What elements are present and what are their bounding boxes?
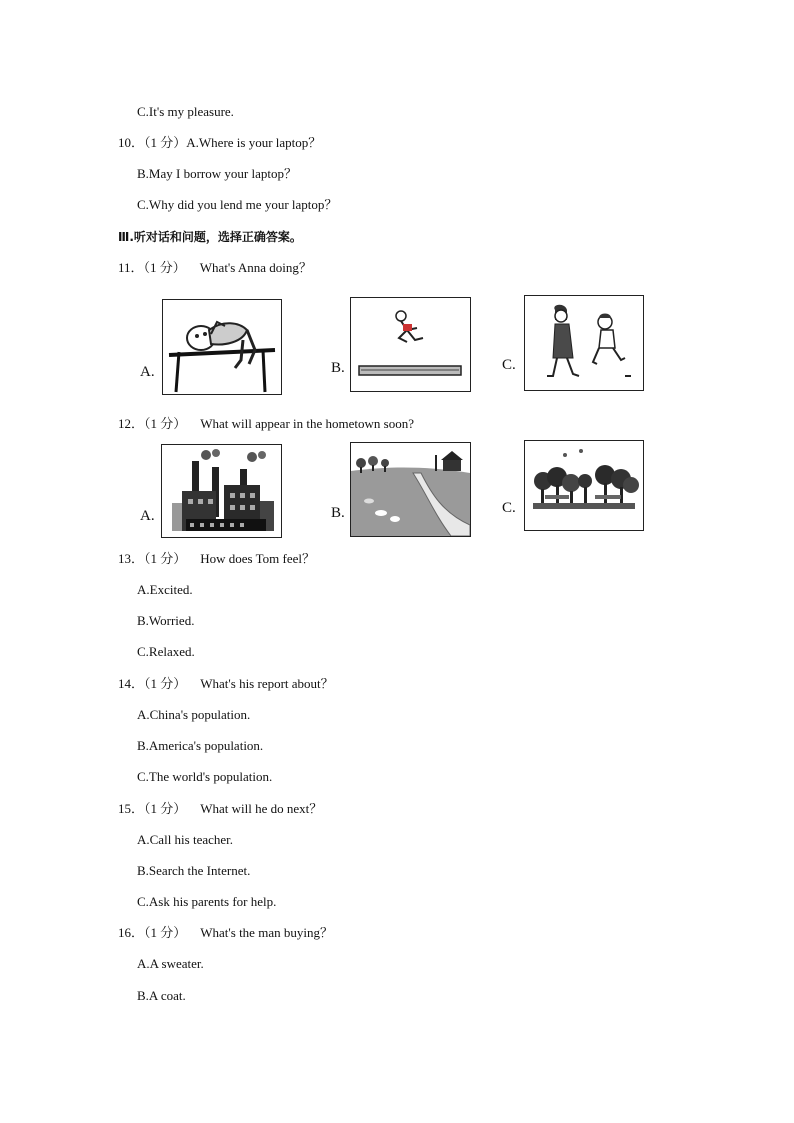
q10-option-b: B.May I borrow your laptop？ [137,166,297,181]
q13-question [118,551,315,567]
q15-number: 15．（1 分） [118,801,187,816]
boy-doing-long-jump-image [350,297,471,392]
q11-letter-c: C. [502,357,516,373]
q14-number: 14．（1 分） [118,676,187,691]
q9-option-c: C.It's my pleasure. [137,104,234,119]
q16-option-b: B.A coat. [137,988,186,1003]
q11-number: 11．（1 分） [118,260,186,275]
q16-option-a: A.A sweater. [137,956,204,971]
q15-option-b: B.Search the Internet. [137,863,251,878]
q11-text: What's Anna doing？ [199,260,312,275]
q15-option-a: A.Call his teacher. [137,832,234,847]
q15-text: What will he do next？ [200,801,323,816]
q14-option-b: B.America's population. [137,738,264,753]
boy-doing-high-jump-image [162,299,282,395]
q12-number: 12．（1 分） [118,416,187,431]
q10-option-a: A.Where is your laptop？ [186,135,322,150]
q10-question [118,135,321,151]
q10-number: 10．（1 分） [118,135,187,150]
q13-text: How does Tom feel？ [200,551,316,566]
q14-option-c: C.The world's population. [137,769,273,784]
q14-text: What's his report about？ [200,676,334,691]
q14-option-a: A.China's population. [137,707,251,722]
factory-image [161,444,282,538]
q11-letter-a: A. [140,364,155,380]
q16-text: What's the man buying？ [200,925,333,940]
q13-option-c: C.Relaxed. [137,644,195,659]
section-3-heading: Ⅲ.听对话和问题，选择正确答案。 [118,230,302,244]
q12-text: What will appear in the hometown soon? [200,416,414,431]
q10-option-c: C.Why did you lend me your laptop？ [137,197,338,212]
q13-option-a: A.Excited. [137,582,193,597]
q12-letter-b: B. [331,505,345,521]
park-trees-image [524,440,644,531]
q16-number: 16．（1 分） [118,925,187,940]
q11-letter-b: B. [331,360,345,376]
q13-number: 13．（1 分） [118,551,187,566]
q12-letter-c: C. [502,500,516,516]
girl-and-boy-running-image [524,295,644,391]
q12-letter-a: A. [140,508,155,524]
q13-option-b: B.Worried. [137,613,195,628]
q11-question [118,260,312,276]
q15-option-c: C.Ask his parents for help. [137,894,277,909]
q16-question [118,925,333,941]
farmland-road-image [350,442,471,537]
q14-question [118,676,334,692]
q15-question [118,801,322,817]
q12-question [118,416,414,432]
